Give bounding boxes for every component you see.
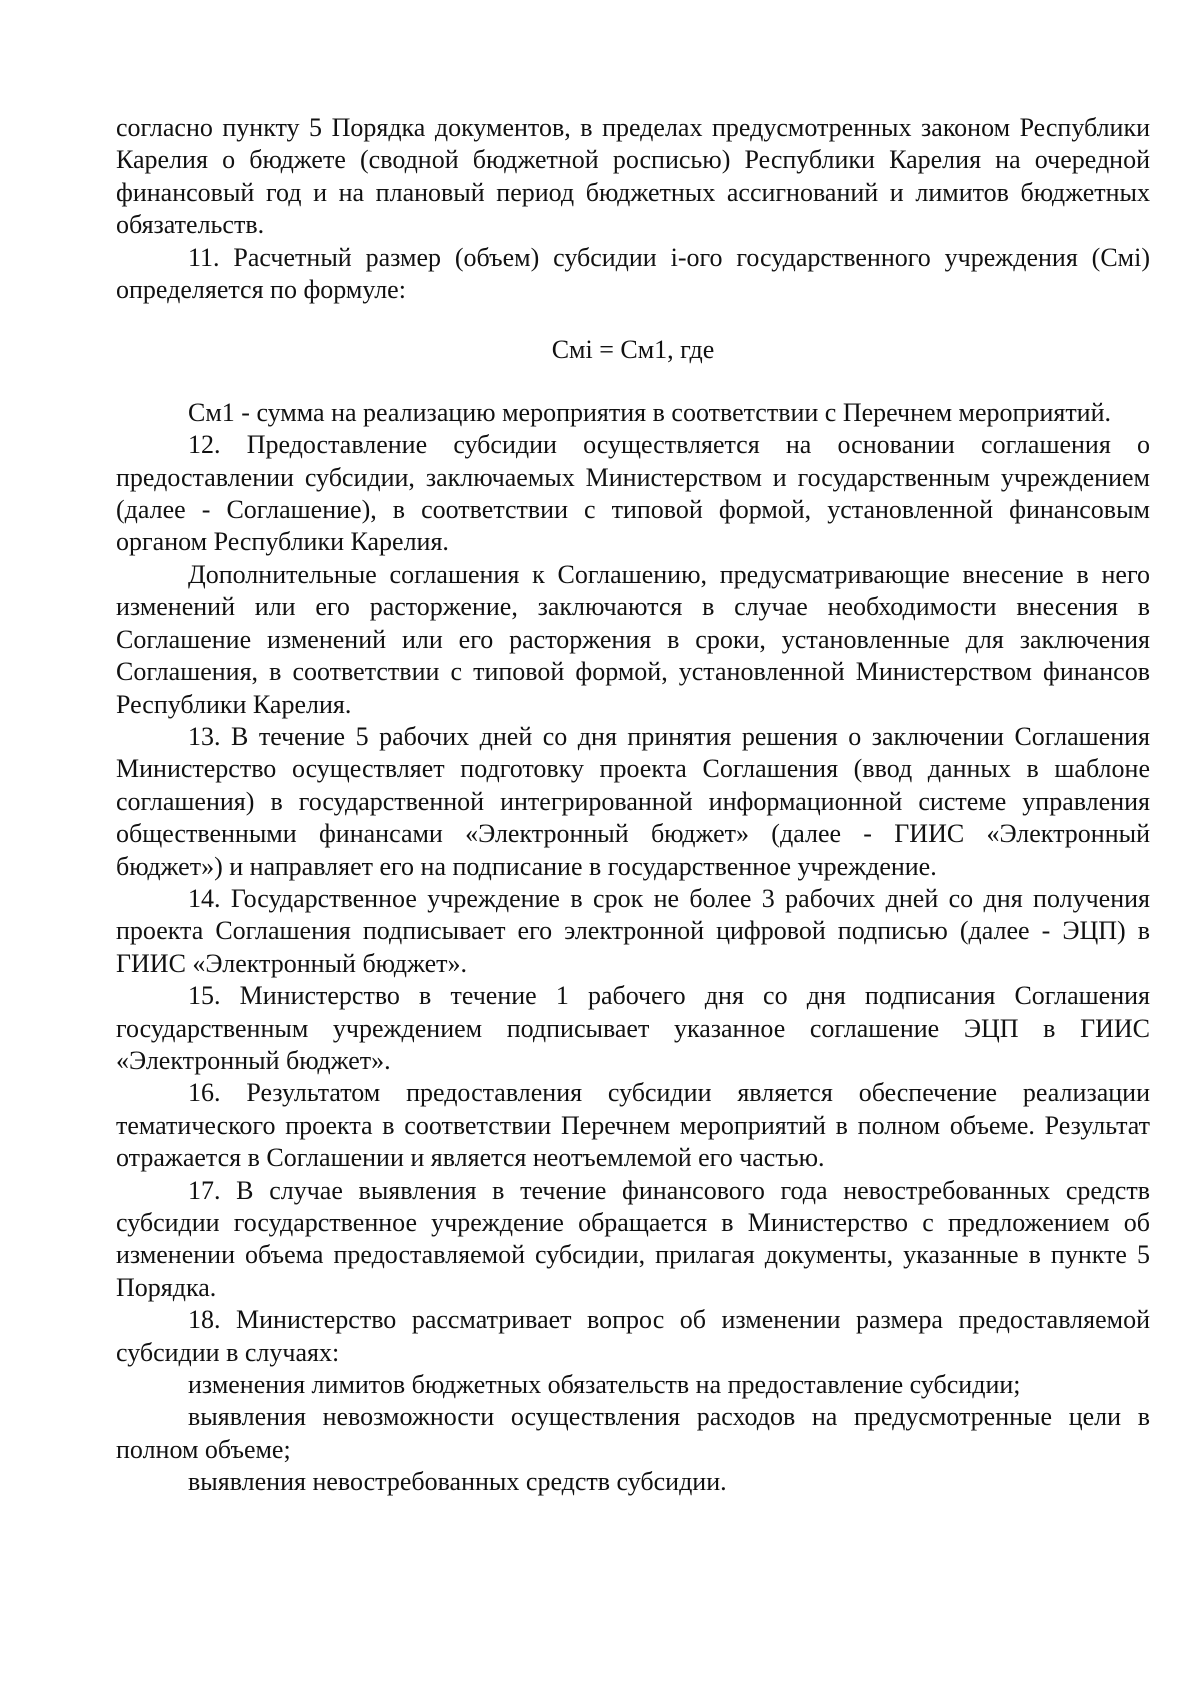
paragraph-continuation: согласно пункту 5 Порядка документов, в пределах предусмотренных законом Республики Карелия о бюджете (сводной бюджетной росписью) Республики Карелия на очередной финансовый год и на плановый период бюджетных ассигнований и лимитов бюджетных обязательств. bbox=[116, 113, 1150, 240]
paragraph-additional-agreements: Дополнительные соглашения к Соглашению, предусматривающие внесение в него изменений или его расторжение, заключаются в случае необходимости внесения в Соглашение изменений или его расторжения в сроки, установленные для заключения Соглашения, в соответствии с типовой формой, установленной Министерством финансов Республики Карелия. bbox=[116, 559, 1150, 719]
paragraph-18: 18. Министерство рассматривает вопрос об изменении размера предоставляемой субсидии в случаях: bbox=[116, 1305, 1150, 1367]
paragraph-17: 17. В случае выявления в течение финансового года невостребованных средств субсидии государственное учреждение обращается в Министерство с предложением об изменении объема предоставляемой субсидии, прилагая документы, указанные в пункте 5 Порядка. bbox=[116, 1175, 1150, 1302]
paragraph-12: 12. Предоставление субсидии осуществляется на основании соглашения о предоставлении субсидии, заключаемых Министерством и государственным учреждением (далее - Соглашение), в соответствии с типовой формой, установленной финансовым органом Республики Карелия. bbox=[116, 430, 1150, 557]
paragraph-14: 14. Государственное учреждение в срок не более 3 рабочих дней со дня получения проекта Соглашения подписывает его электронной цифровой подписью (далее - ЭЦП) в ГИИС «Электронный бюджет». bbox=[116, 883, 1150, 978]
document-page bbox=[116, 112, 1150, 1499]
paragraph-formula-definition: См1 - сумма на реализацию мероприятия в соответствии с Перечнем мероприятий. bbox=[188, 397, 1112, 427]
list-item-limits-change: изменения лимитов бюджетных обязательств на предоставление субсидии; bbox=[188, 1370, 1021, 1400]
paragraph-16: 16. Результатом предоставления субсидии является обеспечение реализации тематического проекта в соответствии Перечнем мероприятий в полном объеме. Результат отражается в Соглашении и является неотъемлемой его частью. bbox=[116, 1078, 1150, 1173]
list-item-impossibility: выявления невозможности осуществления расходов на предусмотренные цели в полном объеме; bbox=[116, 1402, 1150, 1464]
paragraph-13: 13. В течение 5 рабочих дней со дня принятия решения о заключении Соглашения Министерство осуществляет подготовку проекта Соглашения (ввод данных в шаблоне соглашения) в государственной интегрированной информационной системе управления общественными финансами «Электронный бюджет» (далее - ГИИС «Электронный бюджет») и направляет его на подписание в государственное учреждение. bbox=[116, 721, 1150, 881]
paragraph-11: 11. Расчетный размер (объем) субсидии i-ого государственного учреждения (Смi) определяется по формуле: bbox=[116, 242, 1150, 305]
list-item-unclaimed-funds: выявления невостребованных средств субсидии. bbox=[188, 1467, 727, 1497]
paragraph-15: 15. Министерство в течение 1 рабочего дня со дня подписания Соглашения государственным учреждением подписывает указанное соглашение ЭЦП в ГИИС «Электронный бюджет». bbox=[116, 981, 1150, 1075]
formula: Смi = См1, где bbox=[551, 335, 715, 365]
